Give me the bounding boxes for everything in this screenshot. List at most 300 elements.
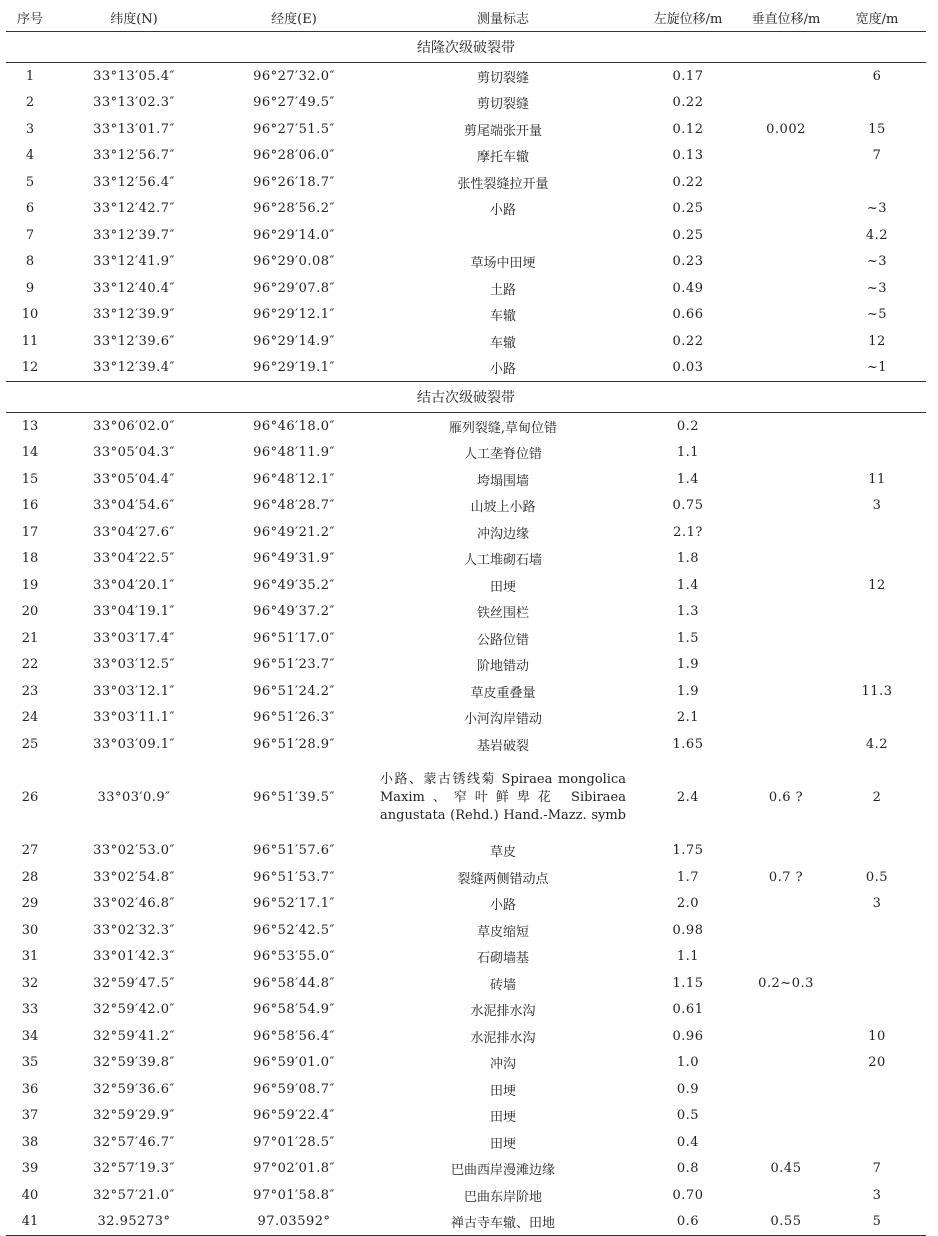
cell-latitude: 33°02′32.3″ xyxy=(93,922,175,938)
cell-width xyxy=(828,599,926,626)
cell-longitude: 96°58′44.8″ xyxy=(253,975,335,991)
displacement-table xyxy=(6,3,926,1236)
cell-left-lateral: 0.25 xyxy=(672,227,704,243)
cell-width: 0.5 xyxy=(865,869,889,885)
cell-left-lateral: 2.4 xyxy=(676,790,700,805)
section-title: 结古次级破裂带 xyxy=(6,382,926,413)
cell-latitude: 33°12′40.4″ xyxy=(93,280,175,296)
cell-width: ~3 xyxy=(866,254,888,270)
cell-width: 15 xyxy=(868,121,886,137)
cell-index: 20 xyxy=(21,604,39,620)
cell-left-lateral: 1.65 xyxy=(672,736,704,752)
section-title-row xyxy=(6,32,926,63)
cell-index: 23 xyxy=(21,683,39,699)
table-row xyxy=(6,546,926,573)
cell-index: 25 xyxy=(21,736,39,752)
cell-vertical: 0.7 ? xyxy=(768,869,804,885)
cell-width: 7 xyxy=(872,1161,882,1177)
cell-marker: 禅古寺车辙、田地 xyxy=(374,1209,632,1236)
cell-index: 41 xyxy=(6,1209,54,1236)
cell-width: 12 xyxy=(868,333,886,349)
cell-index: 11 xyxy=(21,333,39,349)
cell-index: 27 xyxy=(21,843,39,859)
section-title-row xyxy=(6,382,926,413)
cell-latitude: 33°03′0.9″ xyxy=(97,790,171,805)
cell-latitude: 33°03′09.1″ xyxy=(93,736,175,752)
cell-latitude: 32°59′36.6″ xyxy=(93,1081,175,1097)
cell-left-lateral: 0.2 xyxy=(676,418,700,434)
cell-index: 21 xyxy=(21,630,39,646)
cell-index: 10 xyxy=(21,307,39,323)
cell-latitude: 32°59′29.9″ xyxy=(93,1108,175,1124)
cell-index: 13 xyxy=(21,418,39,434)
cell-index: 12 xyxy=(21,360,39,376)
table-row xyxy=(6,758,926,838)
cell-latitude: 33°12′39.6″ xyxy=(93,333,175,349)
cell-left-lateral: 0.03 xyxy=(672,360,704,376)
table-row xyxy=(6,275,926,302)
cell-latitude: 33°02′46.8″ xyxy=(93,896,175,912)
cell-vertical xyxy=(744,90,828,117)
cell-marker: 石砌墙基 xyxy=(476,951,529,967)
cell-vertical xyxy=(744,1050,828,1077)
cell-left-lateral: 0.17 xyxy=(672,68,704,84)
cell-left-lateral: 0.70 xyxy=(672,1187,704,1203)
cell-index: 17 xyxy=(21,524,39,540)
cell-latitude: 33°03′11.1″ xyxy=(93,710,175,726)
cell-longitude: 96°52′42.5″ xyxy=(253,922,335,938)
cell-width: 3 xyxy=(872,896,882,912)
table-row xyxy=(6,1076,926,1103)
cell-marker: 冲沟边缘 xyxy=(476,526,529,542)
cell-index: 31 xyxy=(21,949,39,965)
cell-left-lateral: 0.8 xyxy=(676,1161,700,1177)
cell-vertical xyxy=(744,413,828,440)
cell-vertical xyxy=(744,493,828,520)
cell-marker: 巴曲西岸漫滩边缘 xyxy=(450,1163,555,1179)
table-row xyxy=(6,143,926,170)
cell-latitude: 32°57′46.7″ xyxy=(93,1134,175,1150)
cell-latitude: 33°03′12.5″ xyxy=(93,657,175,673)
table-row xyxy=(6,1182,926,1209)
cell-latitude: 32°59′42.0″ xyxy=(93,1002,175,1018)
cell-left-lateral: 0.13 xyxy=(672,148,704,164)
table-row xyxy=(6,625,926,652)
cell-left-lateral: 2.1 xyxy=(676,710,700,726)
cell-longitude: 96°51′23.7″ xyxy=(253,657,335,673)
cell-index: 16 xyxy=(21,498,39,514)
cell-marker: 公路位错 xyxy=(476,632,529,648)
table-row xyxy=(6,222,926,249)
cell-vertical xyxy=(744,63,828,90)
cell-longitude: 96°59′08.7″ xyxy=(253,1081,335,1097)
cell-index: 22 xyxy=(21,657,39,673)
cell-vertical xyxy=(744,625,828,652)
cell-longitude: 96°48′11.9″ xyxy=(253,445,335,461)
header-latitude: 纬度(N) xyxy=(54,3,214,32)
cell-latitude: 33°01′42.3″ xyxy=(93,949,175,965)
cell-index: 40 xyxy=(21,1187,39,1203)
cell-width xyxy=(828,997,926,1024)
cell-vertical xyxy=(744,1076,828,1103)
cell-width: 4.2 xyxy=(865,736,889,752)
cell-vertical xyxy=(744,944,828,971)
cell-index: 38 xyxy=(21,1134,39,1150)
cell-vertical xyxy=(744,891,828,918)
cell-vertical xyxy=(744,440,828,467)
cell-vertical: 0.6 ? xyxy=(768,790,804,805)
cell-left-lateral: 0.23 xyxy=(672,254,704,270)
cell-width xyxy=(828,440,926,467)
header-longitude: 经度(E) xyxy=(214,3,374,32)
cell-width xyxy=(828,413,926,440)
cell-index: 32 xyxy=(21,975,39,991)
cell-marker: 土路 xyxy=(489,282,516,298)
cell-width xyxy=(828,652,926,679)
cell-marker: 人工垄脊位错 xyxy=(463,447,542,463)
cell-longitude: 97.03592° xyxy=(214,1209,374,1236)
cell-left-lateral: 0.66 xyxy=(672,307,704,323)
cell-longitude: 97°01′58.8″ xyxy=(253,1187,335,1203)
cell-left-lateral: 0.22 xyxy=(672,174,704,190)
cell-latitude: 33°04′20.1″ xyxy=(93,577,175,593)
cell-latitude: 33°12′39.7″ xyxy=(93,227,175,243)
cell-latitude: 33°13′02.3″ xyxy=(93,95,175,111)
cell-index: 30 xyxy=(21,922,39,938)
cell-vertical xyxy=(744,1129,828,1156)
cell-left-lateral: 0.12 xyxy=(672,121,704,137)
cell-width xyxy=(828,917,926,944)
cell-width xyxy=(828,838,926,865)
cell-index: 37 xyxy=(21,1108,39,1124)
table-row xyxy=(6,116,926,143)
table-row xyxy=(6,169,926,196)
cell-vertical xyxy=(744,1103,828,1130)
section-title: 结隆次级破裂带 xyxy=(6,32,926,63)
cell-latitude: 33°12′41.9″ xyxy=(93,254,175,270)
cell-latitude: 32°59′47.5″ xyxy=(93,975,175,991)
cell-marker: 水泥排水沟 xyxy=(470,1004,536,1020)
cell-latitude: 32°57′21.0″ xyxy=(93,1187,175,1203)
cell-index: 6 xyxy=(25,201,35,217)
cell-width: 2 xyxy=(872,790,882,805)
cell-marker xyxy=(374,222,632,249)
cell-marker: 草场中田埂 xyxy=(470,256,536,272)
cell-left-lateral: 0.6 xyxy=(632,1209,744,1236)
cell-left-lateral: 1.1 xyxy=(676,445,700,461)
cell-left-lateral: 1.7 xyxy=(676,869,700,885)
cell-index: 3 xyxy=(25,121,35,137)
cell-longitude: 96°29′07.8″ xyxy=(253,280,335,296)
cell-index: 19 xyxy=(21,577,39,593)
cell-width: 3 xyxy=(872,1187,882,1203)
cell-latitude: 33°12′56.7″ xyxy=(93,148,175,164)
table-row xyxy=(6,917,926,944)
table-row xyxy=(6,1103,926,1130)
cell-latitude: 32°59′41.2″ xyxy=(93,1028,175,1044)
cell-longitude: 97°01′28.5″ xyxy=(253,1134,335,1150)
cell-vertical xyxy=(744,678,828,705)
cell-latitude: 33°06′02.0″ xyxy=(93,418,175,434)
cell-marker: 铁丝围栏 xyxy=(476,606,529,622)
cell-marker: 冲沟 xyxy=(489,1057,516,1073)
cell-marker: 草皮重叠量 xyxy=(470,685,536,701)
cell-left-lateral: 1.9 xyxy=(676,683,700,699)
table-row xyxy=(6,90,926,117)
cell-longitude: 96°48′28.7″ xyxy=(253,498,335,514)
cell-width: 5 xyxy=(828,1209,926,1236)
cell-latitude: 33°13′05.4″ xyxy=(93,68,175,84)
cell-vertical xyxy=(744,599,828,626)
cell-marker: 小路 xyxy=(489,898,516,914)
cell-longitude: 96°29′14.0″ xyxy=(253,227,335,243)
cell-longitude: 96°59′01.0″ xyxy=(253,1055,335,1071)
cell-vertical: 0.002 xyxy=(766,121,806,137)
cell-width xyxy=(828,1103,926,1130)
table-row xyxy=(6,466,926,493)
cell-vertical xyxy=(744,838,828,865)
cell-marker: 雁列裂缝,草甸位错 xyxy=(448,420,558,436)
cell-latitude: 33°12′42.7″ xyxy=(93,201,175,217)
table-header xyxy=(6,3,926,32)
cell-width: 6 xyxy=(872,68,882,84)
cell-index: 34 xyxy=(21,1028,39,1044)
cell-left-lateral: 1.0 xyxy=(676,1055,700,1071)
table-row xyxy=(6,1050,926,1077)
cell-index: 24 xyxy=(21,710,39,726)
cell-longitude: 96°27′51.5″ xyxy=(253,121,335,137)
table-row xyxy=(6,944,926,971)
cell-vertical xyxy=(744,196,828,223)
cell-width: 12 xyxy=(868,577,886,593)
cell-longitude: 96°49′35.2″ xyxy=(253,577,335,593)
cell-marker: 巴曲东岸阶地 xyxy=(463,1189,542,1205)
cell-latitude: 32°57′19.3″ xyxy=(93,1161,175,1177)
table-row xyxy=(6,970,926,997)
cell-marker: 人工堆砌石墙 xyxy=(463,553,542,569)
cell-marker: 车辙 xyxy=(489,335,516,351)
cell-left-lateral: 0.5 xyxy=(676,1108,700,1124)
cell-longitude: 96°51′39.5″ xyxy=(253,790,335,805)
cell-width xyxy=(828,970,926,997)
cell-marker: 田埂 xyxy=(489,579,516,595)
cell-latitude: 33°02′53.0″ xyxy=(93,843,175,859)
cell-left-lateral: 1.3 xyxy=(676,604,700,620)
cell-marker: 水泥排水沟 xyxy=(470,1030,536,1046)
table-row xyxy=(6,652,926,679)
cell-marker: 田埂 xyxy=(489,1110,516,1126)
cell-latitude: 32°59′39.8″ xyxy=(93,1055,175,1071)
table-row xyxy=(6,302,926,329)
table-row xyxy=(6,891,926,918)
cell-longitude: 96°49′31.9″ xyxy=(253,551,335,567)
table-row xyxy=(6,63,926,90)
cell-marker: 山坡上小路 xyxy=(470,500,536,516)
cell-latitude: 33°12′56.4″ xyxy=(93,174,175,190)
cell-left-lateral: 1.4 xyxy=(676,471,700,487)
cell-left-lateral: 0.22 xyxy=(672,95,704,111)
cell-width xyxy=(828,1076,926,1103)
cell-latitude: 33°03′12.1″ xyxy=(93,683,175,699)
cell-longitude: 96°53′55.0″ xyxy=(253,949,335,965)
cell-latitude: 33°13′01.7″ xyxy=(93,121,175,137)
cell-vertical xyxy=(744,1182,828,1209)
cell-latitude: 33°03′17.4″ xyxy=(93,630,175,646)
cell-marker: 摩托车辙 xyxy=(476,150,529,166)
cell-marker: 小路 xyxy=(489,203,516,219)
cell-latitude: 33°04′19.1″ xyxy=(93,604,175,620)
table-row xyxy=(6,1156,926,1183)
cell-longitude: 96°48′12.1″ xyxy=(253,471,335,487)
cell-marker: 垮塌围墙 xyxy=(476,473,529,489)
cell-vertical xyxy=(744,169,828,196)
table-row xyxy=(6,572,926,599)
cell-left-lateral: 0.98 xyxy=(672,922,704,938)
cell-longitude: 96°29′14.9″ xyxy=(253,333,335,349)
cell-marker: 小路、蒙古锈线菊 Spiraea mongolica Maxim、窄叶鲜卑花 Sibiraea angustata (Rehd.) Hand.-Mazz. symb xyxy=(380,771,626,823)
table-row xyxy=(6,864,926,891)
cell-marker: 剪尾端张开量 xyxy=(463,123,542,139)
cell-vertical: 0.45 xyxy=(770,1161,802,1177)
cell-marker: 基岩破裂 xyxy=(476,738,529,754)
cell-marker: 草皮缩短 xyxy=(476,924,529,940)
cell-left-lateral: 1.75 xyxy=(672,843,704,859)
cell-index: 36 xyxy=(21,1081,39,1097)
cell-index: 26 xyxy=(21,790,39,805)
cell-index: 15 xyxy=(21,471,39,487)
header-left-lateral: 左旋位移/m xyxy=(632,3,744,32)
cell-vertical: 0.55 xyxy=(744,1209,828,1236)
cell-longitude: 96°29′12.1″ xyxy=(253,307,335,323)
cell-index: 8 xyxy=(25,254,35,270)
cell-width: 11 xyxy=(868,471,886,487)
cell-latitude: 33°02′54.8″ xyxy=(93,869,175,885)
cell-longitude: 96°58′54.9″ xyxy=(253,1002,335,1018)
cell-longitude: 96°51′26.3″ xyxy=(253,710,335,726)
table-row xyxy=(6,519,926,546)
cell-left-lateral: 2.0 xyxy=(676,896,700,912)
cell-left-lateral: 1.4 xyxy=(676,577,700,593)
cell-left-lateral: 0.22 xyxy=(672,333,704,349)
cell-latitude: 33°05′04.4″ xyxy=(93,471,175,487)
cell-longitude: 96°28′06.0″ xyxy=(253,148,335,164)
table-row xyxy=(6,1023,926,1050)
cell-latitude: 32.95273° xyxy=(54,1209,214,1236)
cell-vertical xyxy=(744,1023,828,1050)
cell-marker: 田埂 xyxy=(489,1136,516,1152)
cell-vertical xyxy=(744,355,828,382)
table-row xyxy=(6,1209,926,1236)
cell-latitude: 33°12′39.9″ xyxy=(93,307,175,323)
cell-longitude: 96°29′19.1″ xyxy=(253,360,335,376)
table-row xyxy=(6,440,926,467)
header-marker: 测量标志 xyxy=(374,3,632,32)
cell-index: 4 xyxy=(25,148,35,164)
cell-marker: 剪切裂缝 xyxy=(476,70,529,86)
cell-left-lateral: 0.96 xyxy=(672,1028,704,1044)
section-body-2 xyxy=(6,382,926,1236)
table-row xyxy=(6,355,926,382)
table-row xyxy=(6,599,926,626)
cell-longitude: 96°27′49.5″ xyxy=(253,95,335,111)
table-row xyxy=(6,493,926,520)
table-row xyxy=(6,413,926,440)
table-row xyxy=(6,838,926,865)
cell-longitude: 96°59′22.4″ xyxy=(253,1108,335,1124)
cell-width xyxy=(828,944,926,971)
cell-width xyxy=(828,90,926,117)
cell-width: 11.3 xyxy=(861,683,893,699)
cell-index: 18 xyxy=(21,551,39,567)
cell-left-lateral: 1.8 xyxy=(676,551,700,567)
cell-vertical xyxy=(744,917,828,944)
cell-vertical xyxy=(744,222,828,249)
cell-longitude: 96°51′17.0″ xyxy=(253,630,335,646)
header-vertical: 垂直位移/m xyxy=(744,3,828,32)
cell-width: ~3 xyxy=(866,201,888,217)
cell-vertical xyxy=(744,997,828,1024)
cell-marker: 砖墙 xyxy=(489,977,516,993)
cell-index: 14 xyxy=(21,445,39,461)
cell-index: 33 xyxy=(21,1002,39,1018)
cell-marker: 草皮 xyxy=(489,845,516,861)
cell-longitude: 96°51′57.6″ xyxy=(253,843,335,859)
cell-width xyxy=(828,519,926,546)
cell-width: 7 xyxy=(872,148,882,164)
cell-index: 2 xyxy=(25,95,35,111)
cell-longitude: 96°52′17.1″ xyxy=(253,896,335,912)
cell-index: 1 xyxy=(25,68,35,84)
cell-longitude: 96°27′32.0″ xyxy=(253,68,335,84)
cell-width: ~1 xyxy=(866,360,888,376)
cell-width: 20 xyxy=(868,1055,886,1071)
cell-index: 9 xyxy=(25,280,35,296)
cell-vertical xyxy=(744,546,828,573)
cell-left-lateral: 1.1 xyxy=(676,949,700,965)
cell-left-lateral: 1.9 xyxy=(676,657,700,673)
cell-width: 3 xyxy=(872,498,882,514)
cell-width xyxy=(828,625,926,652)
cell-vertical xyxy=(744,572,828,599)
cell-marker: 车辙 xyxy=(489,309,516,325)
cell-left-lateral: 0.61 xyxy=(672,1002,704,1018)
cell-longitude: 96°49′21.2″ xyxy=(253,524,335,540)
table-row xyxy=(6,705,926,732)
cell-vertical xyxy=(744,275,828,302)
cell-index: 28 xyxy=(21,869,39,885)
cell-vertical xyxy=(744,705,828,732)
cell-index: 39 xyxy=(21,1161,39,1177)
cell-longitude: 96°46′18.0″ xyxy=(253,418,335,434)
cell-width xyxy=(828,1129,926,1156)
cell-width xyxy=(828,169,926,196)
table-row xyxy=(6,1129,926,1156)
cell-left-lateral: 0.9 xyxy=(676,1081,700,1097)
cell-width: ~3 xyxy=(866,280,888,296)
table-row xyxy=(6,249,926,276)
cell-left-lateral: 0.49 xyxy=(672,280,704,296)
cell-vertical xyxy=(744,328,828,355)
cell-latitude: 33°12′39.4″ xyxy=(93,360,175,376)
cell-marker: 张性裂缝拉开量 xyxy=(457,176,549,192)
cell-longitude: 96°26′18.7″ xyxy=(253,174,335,190)
section-body-1 xyxy=(6,32,926,382)
cell-vertical xyxy=(744,143,828,170)
cell-marker: 田埂 xyxy=(489,1083,516,1099)
cell-index: 35 xyxy=(21,1055,39,1071)
header-width: 宽度/m xyxy=(828,3,926,32)
cell-left-lateral: 1.5 xyxy=(676,630,700,646)
